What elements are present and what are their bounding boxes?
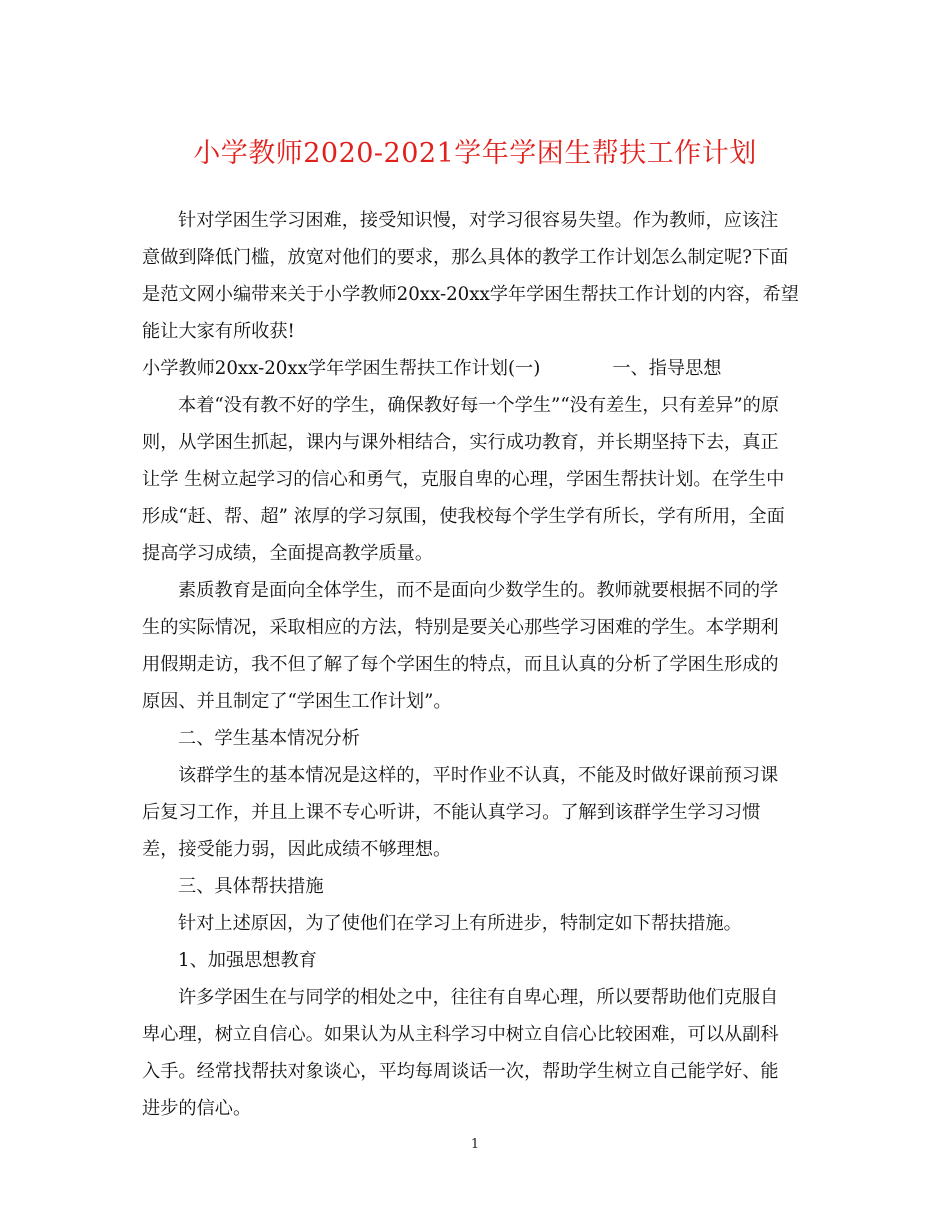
text-line: 形成“赶、帮、超” 浓厚的学习氛围，使我校每个学生学有所长，学有所用，全面 [142, 506, 785, 527]
text-line: 生的实际情况，采取相应的方法，特别是要关心那些学习困难的学生。本学期利 [142, 617, 779, 638]
text-line: 意做到降低门槛，放宽对他们的要求，那么具体的教学工作计划怎么制定呢?下面 [142, 247, 789, 268]
page-number: 1 [470, 1137, 480, 1152]
plan-subtitle: 小学教师20xx-20xx学年学困生帮扶工作计划(一) [142, 358, 541, 379]
text-line: 入手。经常找帮扶对象谈心，平均每周谈话一次，帮助学生树立自己能学好、能 [142, 1061, 779, 1082]
text-line: 进步的信心。 [142, 1098, 252, 1119]
text-line: 让学 生树立起学习的信心和勇气，克服自卑的心理，学困生帮扶计划。在学生中 [142, 469, 785, 490]
text-line: 针对上述原因，为了使他们在学习上有所进步，特制定如下帮扶措施。 [178, 913, 742, 934]
subsection-heading: 1、加强思想教育 [178, 950, 317, 971]
text-line: 卑心理，树立自信心。如果认为从主科学习中树立自信心比较困难，可以从副科 [142, 1024, 779, 1045]
text-line: 本着“没有教不好的学生，确保教好每一个学生”“没有差生，只有差异”的原 [178, 395, 780, 416]
text-line: 后复习工作，并且上课不专心听讲，不能认真学习。了解到该群学生学习习惯 [142, 802, 761, 823]
text-line: 提高学习成绩，全面提高教学质量。 [142, 543, 434, 564]
section-heading: 二、学生基本情况分析 [178, 728, 360, 749]
section-heading: 一、指导思想 [612, 358, 722, 379]
text-line: 是范文网小编带来关于小学教师20xx-20xx学年学困生帮扶工作计划的内容，希望 [142, 284, 799, 305]
text-line: 用假期走访，我不但了解了每个学困生的特点，而且认真的分析了学困生形成的 [142, 654, 779, 675]
text-line: 差，接受能力弱，因此成绩不够理想。 [142, 839, 452, 860]
text-line: 该群学生的基本情况是这样的，平时作业不认真，不能及时做好课前预习课 [178, 765, 779, 786]
text-line: 则，从学困生抓起，课内与课外相结合，实行成功教育，并长期坚持下去，真正 [142, 432, 779, 453]
text-line: 许多学困生在与同学的相处之中，往往有自卑心理，所以要帮助他们克服自 [178, 987, 779, 1008]
document-body [142, 202, 807, 1127]
section-heading: 三、具体帮扶措施 [178, 876, 324, 897]
text-line: 能让大家有所收获! [142, 321, 295, 342]
text-line: 针对学困生学习困难，接受知识慢，对学习很容易失望。作为教师，应该注 [178, 210, 779, 231]
plan-heading-line [142, 350, 807, 387]
text-line: 原因、并且制定了“学困生工作计划”。 [142, 691, 452, 712]
document-title: 小学教师2020-2021学年学困生帮扶工作计划 [193, 138, 757, 169]
text-line: 素质教育是面向全体学生，而不是面向少数学生的。教师就要根据不同的学 [178, 580, 779, 601]
